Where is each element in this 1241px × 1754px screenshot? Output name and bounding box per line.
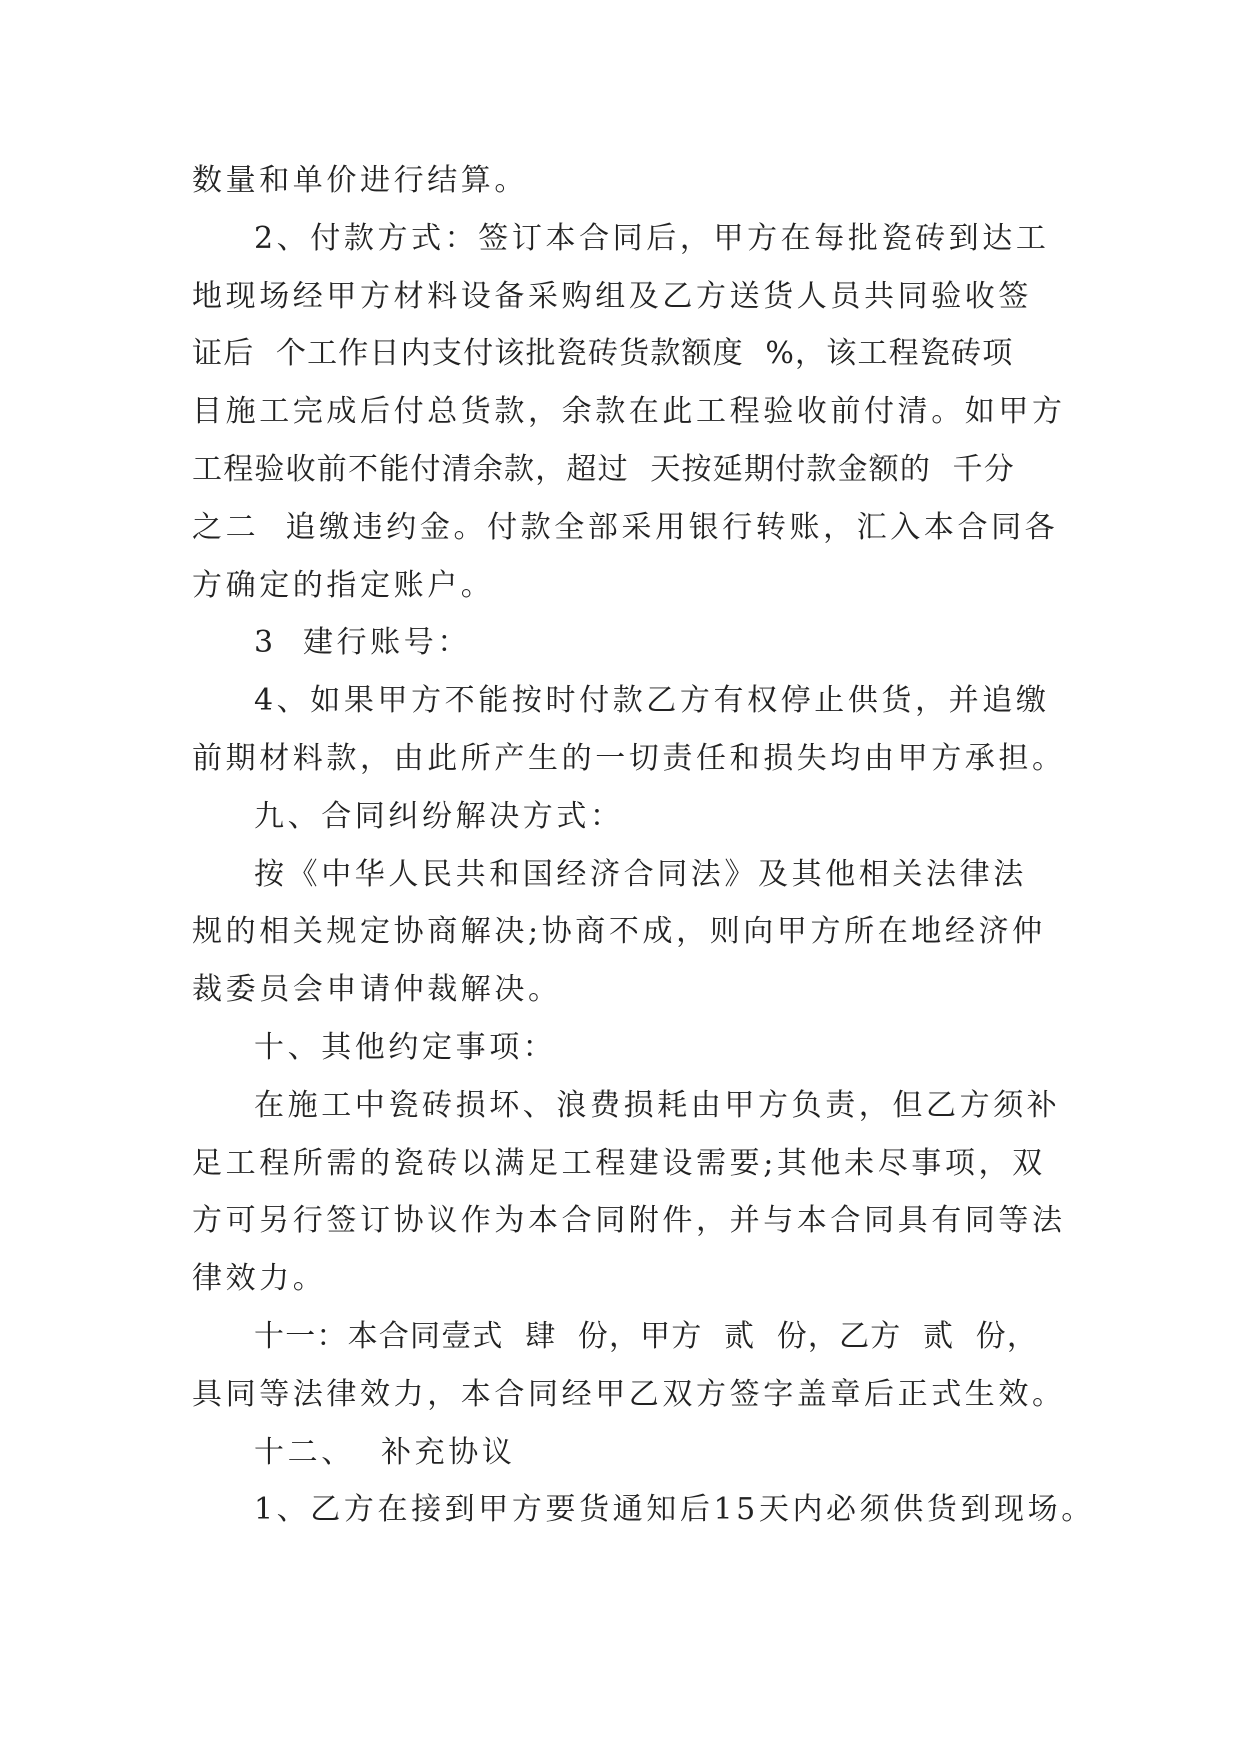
text-line-15: 裁委员会申请仲裁解决。 [192, 972, 562, 1008]
text-line-8: 方确定的指定账户。 [192, 567, 495, 603]
section-heading-9: 九、合同纠纷解决方式： [254, 798, 624, 834]
section-heading-11: 十一：本合同壹式 肆 份，甲方 贰 份，乙方 贰 份， [254, 1318, 1039, 1354]
text-line-17: 在施工中瓷砖损坏、浪费损耗由甲方负责，但乙方须补 [254, 1087, 1061, 1123]
text-line-19: 方可另行签订协议作为本合同附件，并与本合同具有同等法 [192, 1203, 1066, 1239]
text-line-22: 具同等法律效力，本合同经甲乙双方签字盖章后正式生效。 [192, 1376, 1066, 1412]
text-line-4: 证后 个工作日内支付该批瓷砖货款额度 %，该工程瓷砖项 [192, 336, 1014, 372]
section-heading-12: 十二、 补充协议 [254, 1434, 516, 1470]
text-line-10: 4、如果甲方不能按时付款乙方有权停止供货，并追缴 [254, 683, 1050, 719]
text-line-1: 数量和单价进行结算。 [192, 163, 528, 198]
text-line-7: 之二 追缴违约金。付款全部采用银行转账，汇入本合同各 [192, 509, 1059, 545]
text-line-5: 目施工完成后付总货款，余款在此工程验收前付清。如甲方 [192, 394, 1066, 430]
text-line-2: 2、付款方式：签订本合同后，甲方在每批瓷砖到达工 [254, 220, 1050, 256]
text-line-3: 地现场经甲方材料设备采购组及乙方送货人员共同验收签 [192, 278, 1032, 314]
text-line-11: 前期材料款，由此所产生的一切责任和损失均由甲方承担。 [192, 740, 1066, 776]
text-line-6: 工程验收前不能付清余款，超过 天按延期付款金额的 千分 [192, 451, 1015, 487]
text-line-24: 1、乙方在接到甲方要货通知后15天内必须供货到现场。 [254, 1492, 1095, 1528]
text-line-13: 按《中华人民共和国经济合同法》及其他相关法律法 [254, 856, 1027, 892]
text-line-14: 规的相关规定协商解决;协商不成，则向甲方所在地经济仲 [192, 914, 1046, 950]
text-line-18: 足工程所需的瓷砖以满足工程建设需要;其他未尽事项，双 [192, 1145, 1046, 1181]
text-line-20: 律效力。 [192, 1261, 327, 1297]
section-heading-10: 十、其他约定事项： [254, 1029, 557, 1065]
document-page [192, 152, 1095, 1539]
text-line-9: 3 建行账号： [254, 625, 471, 661]
